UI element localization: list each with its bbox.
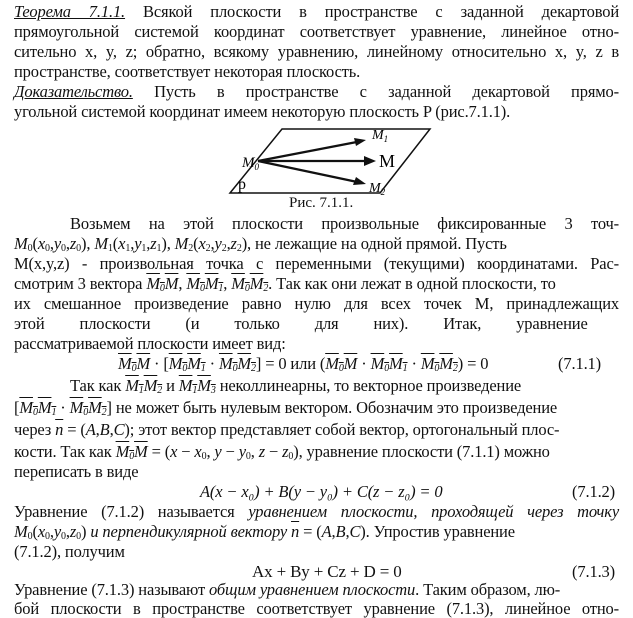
arrowhead-m1 bbox=[354, 138, 366, 146]
theorem-line-3: сительно x, y, z; обратно, всякому уравнению, линейному относительно x, y, z в bbox=[14, 42, 619, 61]
label-m: M bbox=[379, 151, 396, 171]
body-line-10: через $\overline{n} = (A,B,C)$; этот вектор представляет собой вектор, ортогональный плос- bbox=[14, 420, 560, 439]
textbook-page: Теорема 7.1.1. Всякой плоскости в пространстве с заданной декартовой прямоугольной системой координат соответствует уравнение, линейное отно- сительно x, y, z; обратно, всякому уравнению, линейному относительно x, y, z в пространстве, соответствует некоторая плоскость. Доказательство. Пусть в пространстве с заданной декартовой прямо- угольной системой координат имеем некоторую плоскость P (рис.7.1.1). $M_0$ $M_1$ M $M_2$ p Рис. 7.1.1. Возьмем на этой плоскости произвольные фиксированные 3 точ- $M_0(x_0,y_0,z_0)$, $M_1(x_1,y_1,z_1)$, $M_2(x_2,y_2,z_2)$, не лежащие на одной прямой. Пусть M(x,y,z) - произвольная точка с переменными (текущими) координатами. Рас- смотрим 3 вектора $M_0M$, $M_0M_1$, $M_0M_2$. Так как они лежат в одной плоскости, то их смешанное произведение равно нулю для всех точек M, принадлежащих этой плоскости (и только для них). Итак, уравнение рассматриваемой плоскости имеет вид: $M_0M \cdot [M_0M_1 \cdot M_0M_2] = 0$ или $(M_0M \cdot M_0M_1 \cdot M_0M_2) = 0$ (7.1.1) Так как $M_1M_2$ и $M_1M_3$ неколлинеарны, то векторное произведение $[M_0M_1 \cdot M_0M_2]$ не может быть нулевым вектором. Обозначим это произведение через $\overline{n} = (A,B,C)$; этот вектор представляет собой вектор, ортогональный плос- кости. Так как $M_0M = (x - x_0$, $y - y_0$, $z - z_0$), уравнение плоскости (7.1.1) можно переписать в виде A(x − x₀) + B(y − y₀) + C(z − z₀) = 0 (7.1.2) Уравнение (7.1.2) называется уравнением плоскости, проходящей через точку $M_0(x_0,y_0,z_0)$ и перпендикулярной вектору $\overline{n} = (A,B,C)$. Упростив уравнение (7.1.2), получим Ax + By + Cz + D = 0 (7.1.3) Уравнение (7.1.3) называют общим уравнением плоскости. Таким образом, лю- бой плоскости в пространстве соответствует уравнение (7.1.3), линейное отно- bbox=[14, 2, 619, 618]
equation-number-7-1-1: (7.1.1) bbox=[558, 354, 601, 373]
theorem-line-1: Теорема 7.1.1. Всякой плоскости в пространстве с заданной декартовой bbox=[14, 2, 619, 21]
figure-caption: Рис. 7.1.1. bbox=[289, 195, 354, 211]
body-line-15: (7.1.2), получим bbox=[14, 542, 125, 561]
body-line-11: кости. Так как $M_0M = (x - x_0$, $y - y_0$, $z - z_0$), уравнение плоскости (7.1.1) можно bbox=[14, 442, 550, 462]
equation-7-1-1: $M_0M \cdot [M_0M_1 \cdot M_0M_2] = 0$ или $(M_0M \cdot M_0M_1 \cdot M_0M_2) = 0$ (7.1.1) bbox=[118, 354, 601, 374]
body-line-2: $M_0(x_0,y_0,z_0)$, $M_1(x_1,y_1,z_1)$, $M_2(x_2,y_2,z_2)$, не лежащие на одной прямой. Пусть bbox=[14, 234, 507, 254]
theorem-title: Теорема 7.1.1. bbox=[14, 2, 126, 21]
proof-title: Доказательство. bbox=[14, 82, 133, 101]
body-line-6: этой плоскости (и только для них). Итак, уравнение bbox=[14, 314, 588, 333]
proof-line-2: угольной системой координат имеем некоторую плоскость P (рис.7.1.1). bbox=[14, 102, 511, 121]
theorem-line-2: прямоугольной системой координат соответствует уравнение, линейное отно- bbox=[14, 22, 619, 41]
vector-m0-m2 bbox=[258, 161, 362, 183]
equation-number-7-1-3: (7.1.3) bbox=[572, 562, 615, 581]
body-line-17: бой плоскости в пространстве соответствует уравнение (7.1.3), линейное отно- bbox=[14, 599, 619, 618]
body-line-3: M(x,y,z) - произвольная точка с переменными (текущими) координатами. Рас- bbox=[14, 254, 619, 273]
vector-m0-m1 bbox=[258, 141, 362, 161]
body-line-5: их смешанное произведение равно нулю для всех точек M, принадлежащих bbox=[14, 294, 619, 313]
arrowhead-m bbox=[364, 156, 376, 166]
theorem-line-4: пространстве, соответствует некоторая плоскость. bbox=[14, 62, 361, 81]
body-line-8: Так как $M_1M_2$ и $M_1M_3$ неколлинеарны, то векторное произведение bbox=[70, 376, 522, 396]
arrowhead-m2 bbox=[353, 177, 366, 185]
body-line-14: $M_0(x_0,y_0,z_0)$ и перпендикулярной вектору $\overline{n} = (A,B,C)$. Упростив уравнение bbox=[14, 522, 515, 542]
body-line-12: переписать в виде bbox=[14, 462, 139, 481]
label-m2: $M_2$ bbox=[369, 181, 386, 197]
body-line-13: Уравнение (7.1.2) называется уравнением плоскости, проходящей через точку bbox=[14, 502, 619, 521]
equation-number-7-1-2: (7.1.2) bbox=[572, 482, 615, 501]
plane-figure bbox=[224, 127, 434, 197]
body-line-9: $[M_0M_1 \cdot M_0M_2]$ не может быть нулевым вектором. Обозначим это произведение bbox=[14, 398, 558, 418]
label-m0: $M_0$ bbox=[242, 155, 259, 172]
body-line-4: смотрим 3 вектора $M_0M$, $M_0M_1$, $M_0M_2$. Так как они лежат в одной плоскости, то bbox=[14, 274, 556, 294]
body-line-16: Уравнение (7.1.3) называют общим уравнением плоскости. Таким образом, лю- bbox=[14, 580, 561, 599]
proof-line-1: Доказательство. Пусть в пространстве с заданной декартовой прямо- bbox=[14, 82, 619, 101]
body-line-7: рассматриваемой плоскости имеет вид: bbox=[14, 334, 286, 353]
body-line-1: Возьмем на этой плоскости произвольные фиксированные 3 точ- bbox=[70, 214, 619, 233]
label-p: p bbox=[238, 176, 246, 193]
label-m1: $M_1$ bbox=[372, 128, 389, 144]
